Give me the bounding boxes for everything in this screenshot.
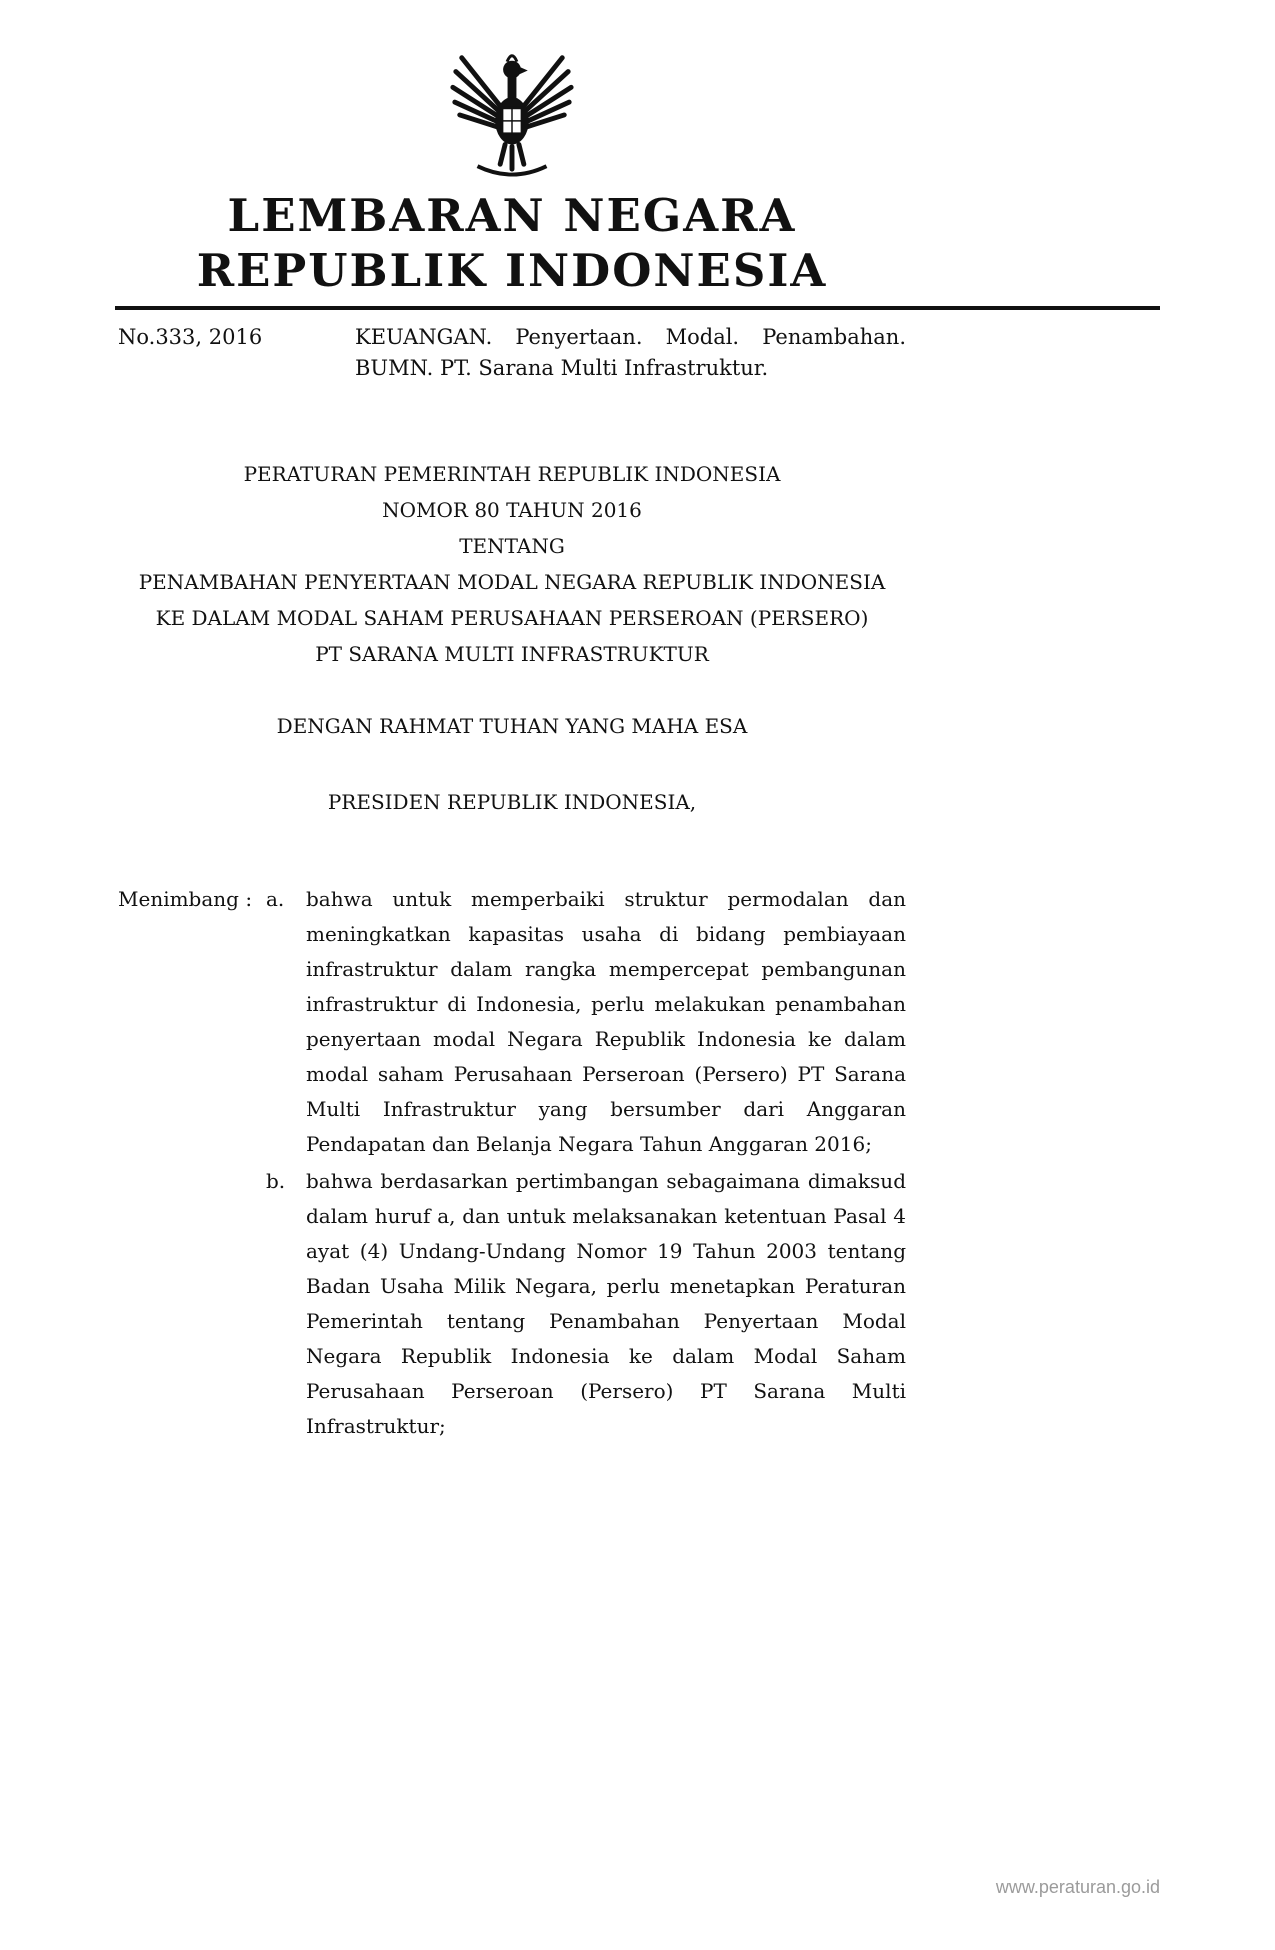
considering-marker-b: b.	[266, 1169, 286, 1193]
considering-item-b	[118, 1164, 906, 1444]
doc-heading-line-5: KE DALAM MODAL SAHAM PERUSAHAAN PERSEROAN (PERSERO)	[155, 606, 869, 630]
considering-section	[118, 882, 906, 1444]
gazette-title	[118, 188, 906, 298]
considering-text-a: bahwa untuk memperbaiki struktur permodalan dan meningkatkan kapasitas usaha di bidang pembiayaan infrastruktur dalam rangka mempercepat pembangunan infrastruktur di Indonesia, perlu melakukan penambahan penyertaan modal Negara Republik Indonesia ke dalam modal saham Perusahaan Perseroan (Persero) PT Sarana Multi Infrastruktur yang bersumber dari Anggaran Pendapatan dan Belanja Negara Tahun Anggaran 2016;	[306, 887, 906, 1156]
considering-text-b: bahwa berdasarkan pertimbangan sebagaimana dimaksud dalam huruf a, dan untuk melaksanakan ketentuan Pasal 4 ayat (4) Undang-Undang Nomor 19 Tahun 2003 tentang Badan Usaha Milik Negara, perlu menetapkan Peraturan Pemerintah tentang Penambahan Penyertaan Modal Negara Republik Indonesia ke dalam Modal Saham Perusahaan Perseroan (Persero) PT Sarana Multi Infrastruktur;	[306, 1169, 906, 1438]
doc-heading-line-4: PENAMBAHAN PENYERTAAN MODAL NEGARA REPUBLIK INDONESIA	[138, 570, 886, 594]
issue-row	[118, 322, 906, 384]
masthead-divider	[115, 306, 1160, 310]
document-body	[118, 456, 906, 1444]
doc-heading-line-3: TENTANG	[459, 534, 565, 558]
issue-number: No.333, 2016	[118, 325, 263, 349]
doc-heading-line-1: PERATURAN PEMERINTAH REPUBLIK INDONESIA	[243, 462, 781, 486]
masthead	[118, 0, 906, 298]
considering-marker-a: a.	[266, 887, 285, 911]
document-title-block	[118, 456, 906, 672]
watermark-url: www.peraturan.go.id	[995, 1877, 1160, 1897]
invocation-line: DENGAN RAHMAT TUHAN YANG MAHA ESA	[276, 714, 748, 738]
considering-item-a	[118, 882, 906, 1162]
gazette-title-line2: REPUBLIK INDONESIA	[196, 244, 828, 297]
issuer-line: PRESIDEN REPUBLIK INDONESIA,	[327, 790, 697, 814]
considering-label: Menimbang :	[118, 887, 253, 911]
issue-subject: KEUANGAN. Penyertaan. Modal. Penambahan. BUMN. PT. Sarana Multi Infrastruktur.	[355, 325, 906, 380]
doc-heading-line-2: NOMOR 80 TAHUN 2016	[382, 498, 642, 522]
doc-heading-line-6: PT SARANA MULTI INFRASTRUKTUR	[315, 642, 709, 666]
garuda-pancasila-icon	[446, 40, 578, 178]
gazette-title-line1: LEMBARAN NEGARA	[227, 189, 797, 242]
